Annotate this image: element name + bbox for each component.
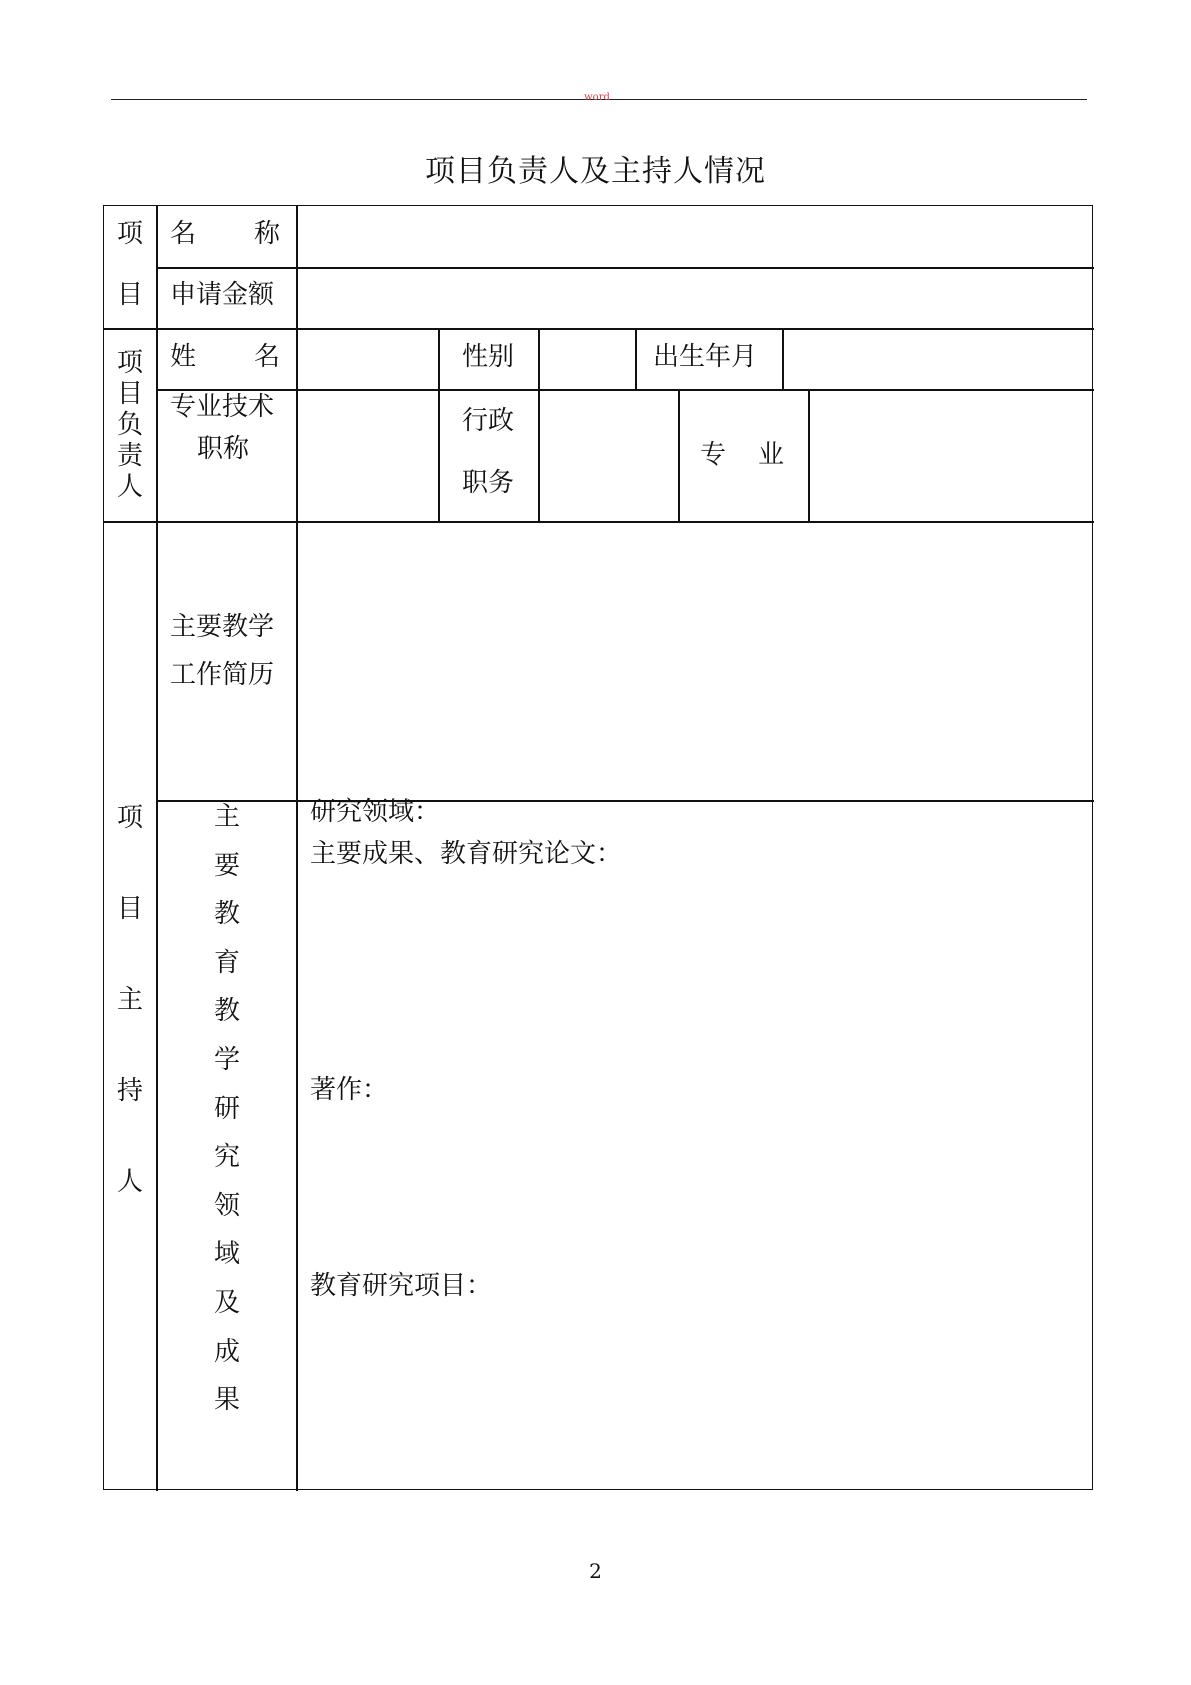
header-mark: word (584, 92, 610, 103)
page-title: 项目负责人及主持人情况 (425, 154, 766, 189)
leader-group-label: 项 目 负 责 人 (116, 348, 143, 502)
leader-birth-label: 出生年月 (653, 342, 758, 372)
host-achievements: 主要成果、教育研究论文： (310, 839, 623, 869)
leader-name-label: 名 (254, 342, 281, 372)
col-divider (635, 328, 637, 389)
leader-major-label: 业 (758, 440, 785, 470)
col-divider (438, 328, 440, 521)
leader-gender-label: 性别 (462, 342, 515, 372)
leader-admin-label: 行政 (462, 406, 515, 436)
col-divider (678, 389, 680, 521)
project-amount-value[interactable] (310, 278, 1080, 312)
col-divider (296, 206, 298, 1491)
row-divider (104, 521, 1094, 523)
col-divider (156, 206, 158, 1491)
host-research-label: 主 要 教 育 教 学 研 究 领 域 及 成 果 (213, 802, 240, 1416)
leader-admin-label: 职务 (462, 468, 515, 498)
project-name-value[interactable] (310, 217, 1080, 251)
row-divider (104, 328, 1094, 330)
col-divider (782, 328, 784, 389)
leader-title-label: 职称 (197, 434, 250, 464)
project-group-char: 目 (117, 280, 144, 310)
project-name-label: 名 (170, 219, 197, 249)
leader-title-label: 专业技术 (170, 392, 275, 422)
project-name-label: 称 (254, 219, 281, 249)
host-resume-label: 主要教学 (170, 612, 275, 642)
host-projects: 教育研究项目： (310, 1271, 493, 1301)
col-divider (808, 389, 810, 521)
project-amount-label: 申请金额 (170, 280, 275, 310)
host-resume-label: 工作简历 (170, 660, 275, 690)
host-books: 著作： (310, 1075, 389, 1105)
leader-name-label: 姓 (170, 342, 197, 372)
leader-major-label: 专 (700, 440, 727, 470)
host-group-label: 项 目 主 持 人 (116, 803, 143, 1197)
page-number: 2 (589, 1559, 602, 1583)
project-group-char: 项 (117, 219, 144, 249)
info-form (103, 205, 1093, 1490)
host-research-field: 研究领域： (310, 797, 441, 827)
col-divider (538, 328, 540, 521)
